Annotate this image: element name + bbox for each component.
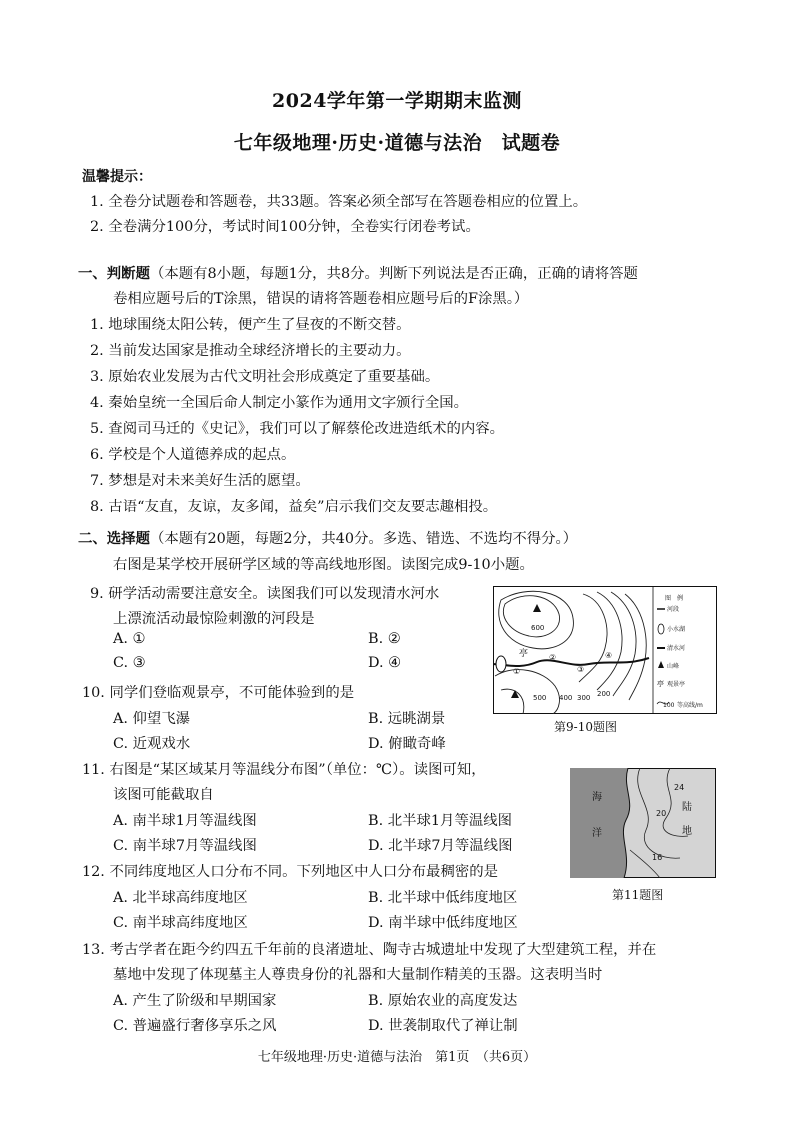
tips-heading: 温馨提示： xyxy=(82,169,152,185)
q9-option-c: C. ③ xyxy=(113,655,146,671)
page-footer: 七年级地理·历史·道德与法治 第1页 （共6页） xyxy=(257,1050,537,1065)
q13-option-b: B. 原始农业的高度发达 xyxy=(368,993,518,1009)
judge-item: 6. 学校是个人道德养成的起点。 xyxy=(90,447,296,463)
q10-option-b: B. 远眺湖景 xyxy=(368,711,446,727)
segment-label: ① xyxy=(513,667,521,676)
ocean-label: 海 xyxy=(592,792,602,803)
legend-item: 山峰 xyxy=(667,663,680,670)
isotherm-value: 16 xyxy=(652,853,663,862)
contour-label: 300 xyxy=(577,694,591,702)
q9-stem-cont: 上漂流活动最惊险刺激的河段是 xyxy=(113,611,315,627)
q12-option-a: A. 北半球高纬度地区 xyxy=(113,890,248,906)
q10-option-c: C. 近观戏水 xyxy=(113,736,191,752)
exam-title: 2024学年第一学期期末监测 xyxy=(272,90,522,112)
section1-heading-line xyxy=(78,262,638,283)
q11-option-d: D. 北半球7月等温线图 xyxy=(368,838,513,854)
section1-note: （本题有8小题，每题1分，共8分。判断下列说法是否正确，正确的请将答题 xyxy=(149,266,638,282)
isotherm-map-figure xyxy=(570,768,716,878)
legend-title: 图 例 xyxy=(665,595,684,602)
judge-item: 2. 当前发达国家是推动全球经济增长的主要动力。 xyxy=(90,343,411,359)
exam-subtitle: 七年级地理·历史·道德与法治 试题卷 xyxy=(233,132,561,154)
judge-item: 7. 梦想是对未来美好生活的愿望。 xyxy=(90,473,310,489)
judge-item: 5. 查阅司马迁的《史记》，我们可以了解蔡伦改进造纸术的内容。 xyxy=(90,421,505,437)
section1-note-cont: 卷相应题号后的T涂黑，错误的请将答题卷相应题号后的F涂黑。） xyxy=(113,291,529,307)
tip-item: 2. 全卷满分100分，考试时间100分钟，全卷实行闭卷考试。 xyxy=(90,219,480,235)
q13-option-a: A. 产生了阶级和早期国家 xyxy=(113,993,277,1009)
segment-label: ④ xyxy=(605,651,613,660)
q10-stem: 10. 同学们登临观景亭，不可能体验到的是 xyxy=(82,685,355,701)
q11-option-a: A. 南半球1月等温线图 xyxy=(113,813,257,829)
q13-option-c: C. 普遍盛行奢侈享乐之风 xyxy=(113,1018,277,1034)
q9-option-b: B. ② xyxy=(368,631,401,647)
contour-label: 200 xyxy=(597,690,611,698)
q13-stem: 13. 考古学者在距今约四五千年前的良渚遗址、陶寺古城遗址中发现了大型建筑工程，并在 xyxy=(82,942,657,958)
legend-item: 观景亭 xyxy=(667,681,686,688)
legend-item: 小水湖 xyxy=(667,626,686,633)
ocean-label: 洋 xyxy=(592,828,602,839)
section1-heading: 一、判断题 xyxy=(78,265,150,282)
q10-option-d: D. 俯瞰奇峰 xyxy=(368,736,446,752)
segment-label: ② xyxy=(549,653,557,662)
land-label: 陆 xyxy=(682,802,692,813)
isotherm-value: 24 xyxy=(674,783,685,792)
q12-option-c: C. 南半球高纬度地区 xyxy=(113,915,248,931)
q10-option-a: A. 仰望飞瀑 xyxy=(113,711,191,727)
segment-label: ③ xyxy=(577,665,585,674)
judge-item: 8. 古语“友直，友谅，友多闻，益矣”启示我们交友要志趣相投。 xyxy=(90,499,498,515)
contour-label: 600 xyxy=(531,624,545,632)
legend-item: 等高线/m xyxy=(677,702,703,709)
q12-stem: 12. 不同纬度地区人口分布不同。下列地区中人口分布最稠密的是 xyxy=(82,864,499,880)
q11-option-c: C. 南半球7月等温线图 xyxy=(113,838,257,854)
contour-label: 400 xyxy=(559,694,573,702)
q11-option-b: B. 北半球1月等温线图 xyxy=(368,813,513,829)
legend-item: 河段 xyxy=(667,606,680,613)
judge-item: 1. 地球围绕太阳公转，便产生了昼夜的不断交替。 xyxy=(90,317,411,333)
figure2-caption: 第11题图 xyxy=(612,888,664,902)
section2-intro: 右图是某学校开展研学区域的等高线地形图。读图完成9-10小题。 xyxy=(113,557,534,573)
q12-option-d: D. 南半球中低纬度地区 xyxy=(368,915,518,931)
section2-note: （本题有20题，每题2分，共40分。多选、错选、不选均不得分。） xyxy=(149,531,578,547)
legend-item: 清水河 xyxy=(667,645,686,652)
contour-map xyxy=(493,586,717,714)
legend-contour-value: 100 xyxy=(663,702,675,709)
judge-item: 3. 原始农业发展为古代文明社会形成奠定了重要基础。 xyxy=(90,369,440,385)
section2-heading-line xyxy=(78,527,577,548)
isotherm-map xyxy=(570,768,716,878)
q9-stem: 9. 研学活动需要注意安全。读图我们可以发现清水河水 xyxy=(90,586,440,602)
q11-stem: 11. 右图是“某区域某月等温线分布图”（单位：℃）。读图可知， xyxy=(82,762,486,778)
judge-item: 4. 秦始皇统一全国后命人制定小篆作为通用文字颁行全国。 xyxy=(90,395,469,411)
section2-heading: 二、选择题 xyxy=(78,530,150,547)
tip-item: 1. 全卷分试题卷和答题卷，共33题。答案必须全部写在答题卷相应的位置上。 xyxy=(90,194,588,210)
q11-stem-cont: 该图可能截取自 xyxy=(113,787,214,803)
contour-map-figure xyxy=(493,586,717,714)
contour-label: 500 xyxy=(533,694,547,702)
svg-text:亭: 亭 xyxy=(519,649,529,659)
isotherm-value: 20 xyxy=(656,809,667,818)
q9-option-a: A. ① xyxy=(113,631,146,647)
q13-stem-cont: 墓地中发现了体现墓主人尊贵身份的礼器和大量制作精美的玉器。这表明当时 xyxy=(113,967,603,983)
q12-option-b: B. 北半球中低纬度地区 xyxy=(368,890,518,906)
q9-option-d: D. ④ xyxy=(368,655,402,671)
svg-text:亭: 亭 xyxy=(657,680,664,688)
figure1-caption: 第9-10题图 xyxy=(554,720,617,734)
q13-option-d: D. 世袭制取代了禅让制 xyxy=(368,1018,518,1034)
land-label: 地 xyxy=(682,826,692,837)
